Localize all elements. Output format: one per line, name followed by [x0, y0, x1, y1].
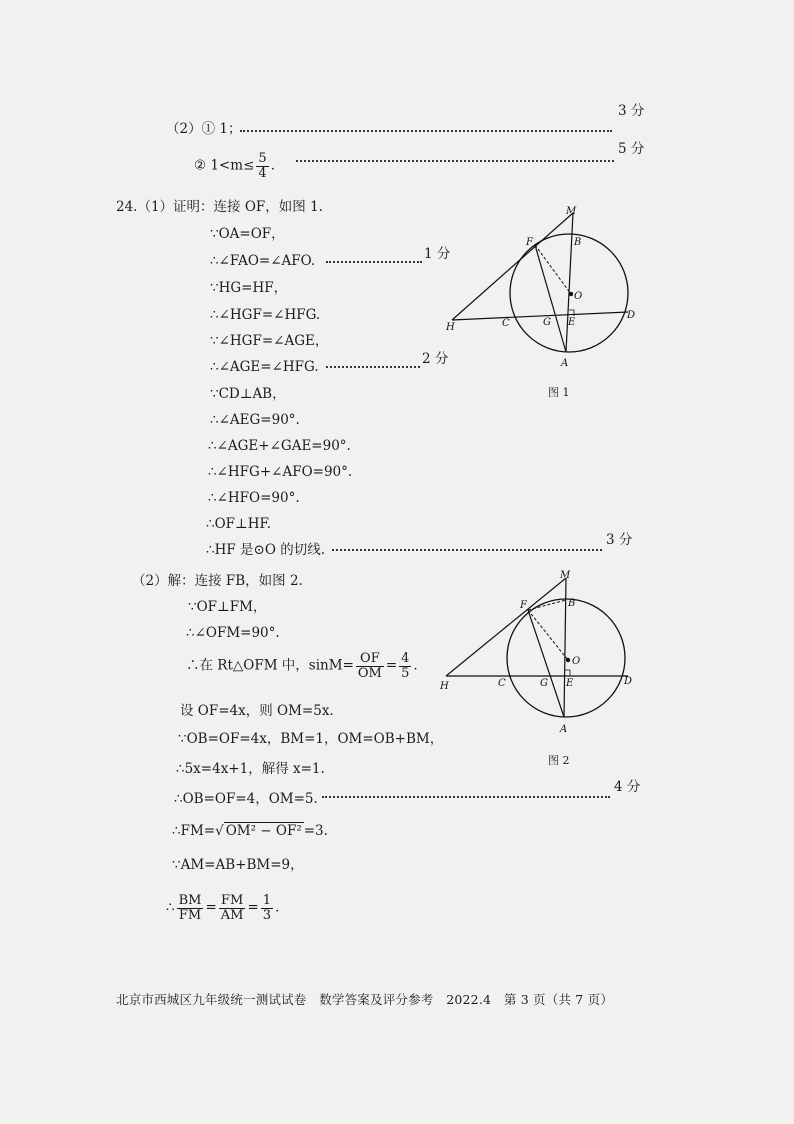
dotted-leader	[326, 366, 420, 368]
score-3b: 3 分	[606, 532, 633, 548]
q2-answer-1: （2）① 1；	[166, 121, 242, 137]
dotted-leader	[326, 261, 422, 263]
solution-line-ratio: ∴ $\frac{BM}{FM}$ = $\frac{FM}{AM}$ = $\frac{1}{3}$ ．	[166, 893, 289, 923]
proof-line: ∵HG=HF，	[210, 280, 288, 296]
figure-1-diagram	[440, 200, 640, 380]
proof-line: ∴∠HFG+∠AFO=90°.	[208, 464, 353, 480]
solution-line-sqrt: ∴FM=√ OM² − OF² =3.	[172, 823, 328, 839]
figure-1-caption: 图 1	[548, 386, 570, 399]
fraction-4-5: $\frac{4}{5}$	[401, 651, 410, 681]
solution-line: ∵AM=AB+BM=9，	[172, 857, 304, 873]
solution-line: ∵OF⊥FM，	[188, 599, 267, 615]
label-f: F	[520, 600, 527, 611]
label-a: A	[560, 724, 568, 735]
solution-line: ∴OB=OF=4，OM=5.	[174, 791, 318, 807]
label-a: A	[561, 358, 569, 369]
label-b: B	[568, 598, 576, 609]
proof-line: ∴∠AGE+∠GAE=90°.	[208, 438, 351, 454]
fraction-5-4: $\frac{5}{4}$	[258, 151, 267, 181]
proof-line: ∵∠HGF=∠AGE，	[210, 333, 329, 349]
label-e: E	[568, 317, 576, 328]
proof-line: ∵OA=OF，	[210, 226, 285, 242]
label-e: E	[566, 678, 574, 689]
solution-line: ∴∠OFM=90°.	[186, 625, 280, 641]
figure-2-diagram	[436, 566, 636, 746]
solution-line: ∴5x=4x+1，解得 x=1.	[176, 761, 325, 777]
label-c: C	[502, 318, 510, 329]
dotted-leader	[332, 549, 602, 551]
q2-answer-2: ② 1<m≤ $\frac{5}{4}$ ．	[194, 151, 285, 181]
dotted-leader	[322, 796, 610, 798]
q24-p1-intro: 24.（1）证明：连接 OF，如图 1.	[116, 199, 323, 215]
label-c: C	[498, 678, 506, 689]
fraction-1-3: $\frac{1}{3}$	[262, 893, 272, 923]
solution-line-sin: ∴在 Rt△OFM 中，sinM= $\frac{OF}{OM}$ = $\frac{4}{5}$ ．	[186, 651, 427, 681]
dotted-leader	[240, 130, 612, 132]
proof-line: ∴∠HFO=90°.	[208, 490, 300, 506]
label-m: M	[560, 570, 571, 581]
score-4: 4 分	[614, 779, 641, 795]
label-h: H	[446, 322, 455, 333]
label-b: B	[574, 237, 582, 248]
label-m: M	[566, 206, 577, 217]
proof-line: ∴∠HGF=∠HFG.	[210, 307, 321, 323]
proof-line: ∴HF 是⊙O 的切线.	[206, 542, 325, 558]
q2b-text: ② 1<m≤	[194, 157, 255, 174]
fraction-of-om: $\frac{OF}{OM}$	[357, 651, 382, 681]
fraction-fm-am: $\frac{FM}{AM}$	[220, 893, 244, 923]
label-h: H	[440, 681, 449, 692]
label-d: D	[627, 310, 636, 321]
figure-2-caption: 图 2	[548, 754, 570, 767]
score-3: 3 分	[618, 103, 645, 119]
label-g: G	[540, 678, 548, 689]
fraction-bm-fm: $\frac{BM}{FM}$	[178, 893, 202, 923]
proof-line: ∴∠AGE=∠HFG.	[210, 359, 319, 375]
score-2: 2 分	[422, 351, 449, 367]
solution-line: 设 OF=4x，则 OM=5x.	[180, 703, 334, 719]
sqrt-expression: √ OM² − OF²	[215, 823, 302, 839]
page-footer: 北京市西城区九年级统一测试试卷 数学答案及评分参考 2022.4 第 3 页（共 7 页）	[116, 992, 614, 1007]
label-d: D	[624, 676, 633, 687]
label-o: O	[572, 656, 581, 667]
q24-p2-intro: （2）解：连接 FB，如图 2.	[132, 573, 303, 589]
proof-line: ∴OF⊥HF.	[206, 516, 272, 532]
proof-line: ∵CD⊥AB，	[210, 386, 286, 402]
label-o: O	[574, 291, 583, 302]
label-f: F	[526, 237, 533, 248]
label-g: G	[543, 317, 551, 328]
score-5: 5 分	[618, 141, 645, 157]
proof-line: ∴∠FAO=∠AFO.	[210, 253, 316, 269]
score-1: 1 分	[424, 246, 451, 262]
dotted-leader	[296, 160, 614, 162]
proof-line: ∴∠AEG=90°.	[210, 412, 300, 428]
solution-line: ∵OB=OF=4x，BM=1，OM=OB+BM，	[178, 731, 444, 747]
